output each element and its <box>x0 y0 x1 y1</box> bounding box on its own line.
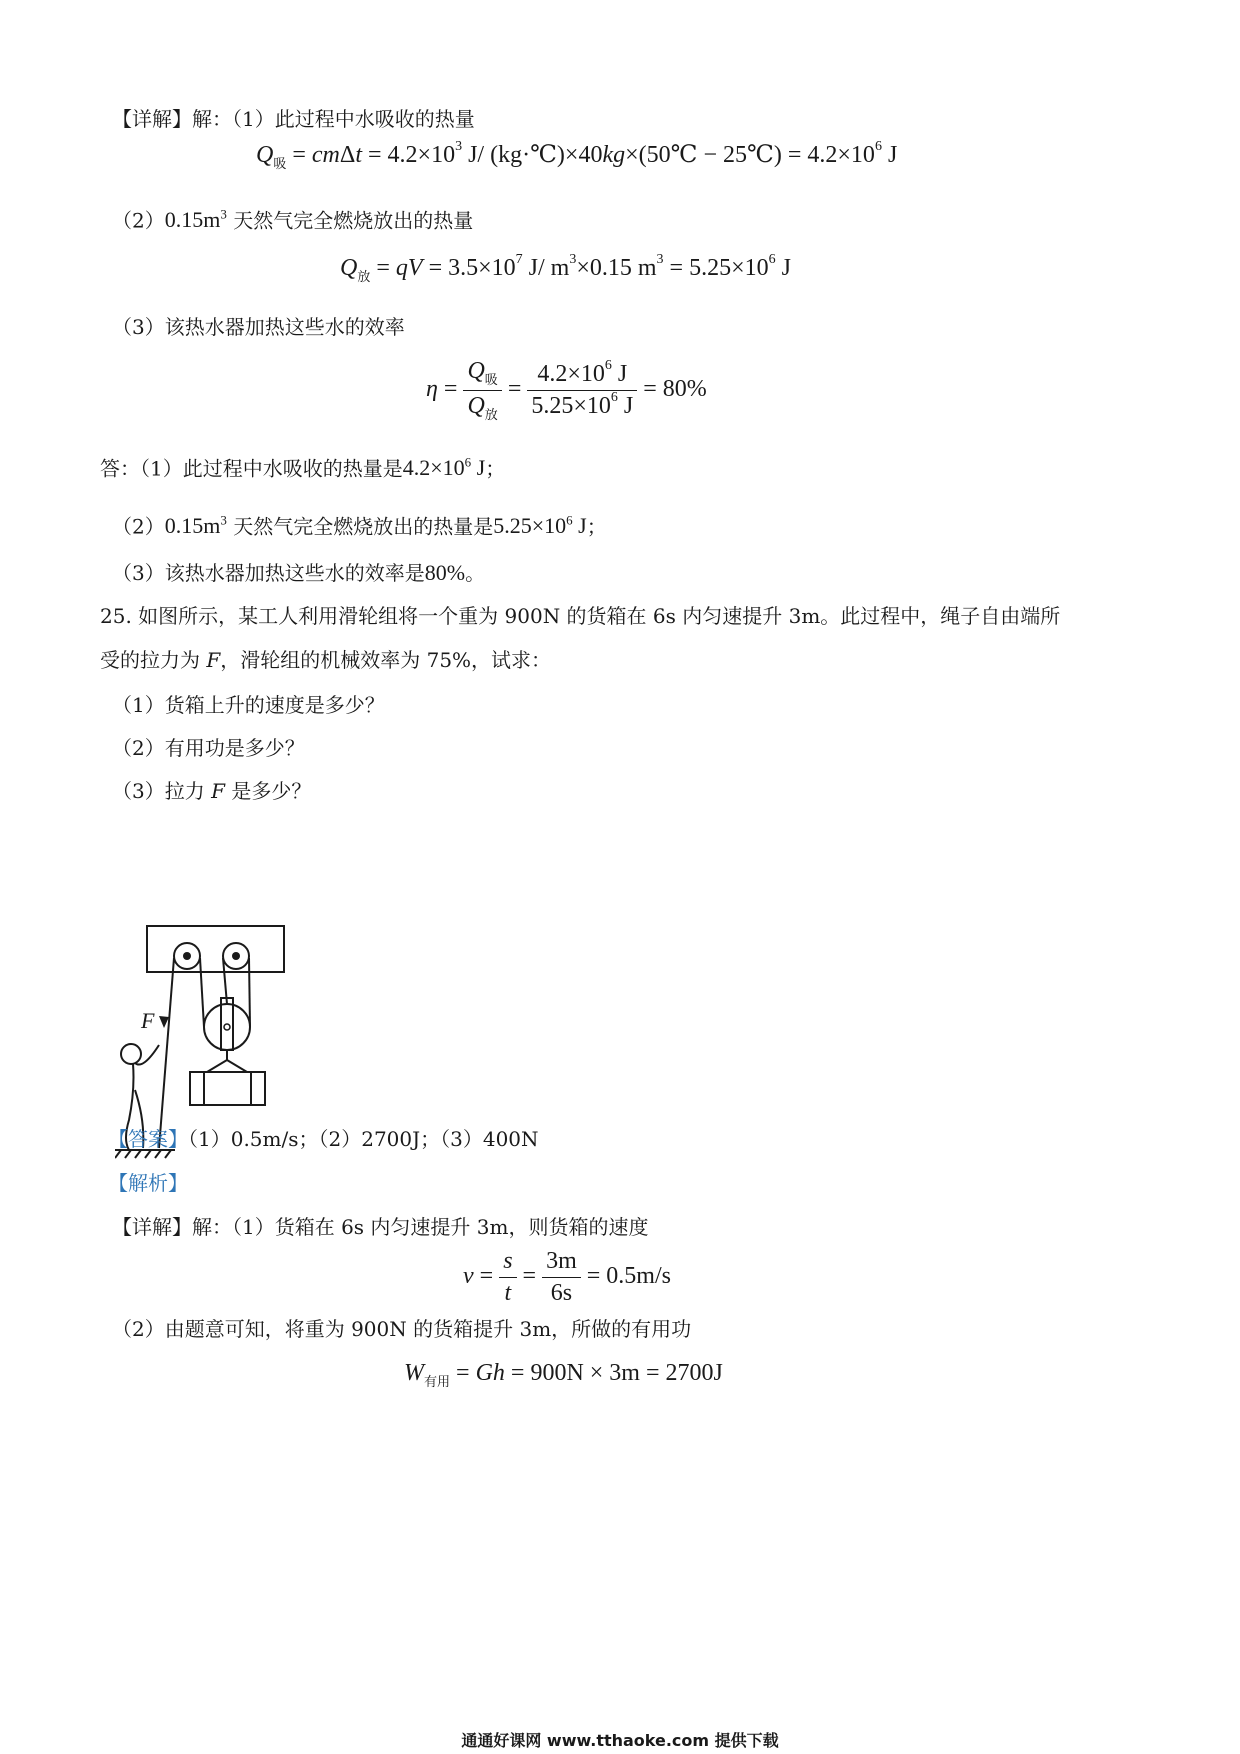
answer-line-2: $(2)0.15m^3$ 天然气完全燃烧放出的热量是$5.25\times 10^6$ J； <box>112 513 607 539</box>
equation-heat-absorbed: $Q_吸 = cm\Delta t = 4.2\times 10^3$ J/ (kg·℃)×40kg×(50℃ − 25℃) = $4.2\times 10^6$ J <box>256 139 898 171</box>
q25-sub2: （2）有用功是多少？ <box>112 736 305 760</box>
q25-detail2: （2）由题意可知，将重为 900N 的货箱提升 3m，所做的有用功 <box>112 1317 692 1341</box>
answer-tag: 【答案】 <box>108 1127 188 1151</box>
force-label: F <box>141 1008 155 1033</box>
q25-sub1: （1）货箱上升的速度是多少？ <box>112 693 385 717</box>
answer-row: 【答案】（1）0.5m/s；（2）2700J；（3）400N <box>108 1127 539 1151</box>
force-arrow <box>159 1016 169 1028</box>
equation-velocity: v = $\frac{s}{t}$ = $\frac{3m}{6s}$ = 0.5m/s <box>463 1248 671 1306</box>
fraction-values: $\frac{4.2\times 10^6 J}{5.25\times 10^6 J}$ <box>527 361 637 420</box>
worker-head <box>121 1044 141 1064</box>
q25-detail1: 【详解】解：（1）货箱在 6s 内匀速提升 3m，则货箱的速度 <box>112 1215 649 1239</box>
answer-line-1: 答：（1）此过程中水吸收的热量是$4.2\times 10^6$ J； <box>100 455 506 481</box>
answer-line-3: （3）该热水器加热这些水的效率是80%。 <box>112 560 486 585</box>
cargo-box <box>190 1072 265 1105</box>
equation-useful-work: $W_{有用} = Gh = 900N \times 3m = 2700J$ <box>404 1360 723 1389</box>
q25-stem-line1: 25. 如图所示，某工人利用滑轮组将一个重为 900N 的货箱在 6s 内匀速提升 3m。此过程中，绳子自由端所 <box>100 604 1061 628</box>
q25-sub3: （3）拉力 F 是多少？ <box>112 779 312 803</box>
ceiling-beam <box>147 926 284 972</box>
q25-stem-line2: 受的拉力为 F，滑轮组的机械效率为 75%，试求： <box>100 648 552 672</box>
equation-efficiency: η = $\frac{Q_吸}{Q_放}$ = $\frac{4.2\times 10^6 J}{5.25\times 10^6 J}$ = 80% <box>426 357 707 422</box>
detail-heading: 【详解】解：（1）此过程中水吸收的热量 <box>112 107 475 131</box>
equation-heat-released: $Q_放$ = qV = $3.5\times 10^7$ J/ $m^3\times 0.15$ $m^3 = 5.25\times 10^6$ J <box>340 252 791 284</box>
analysis-tag: 【解析】 <box>108 1171 188 1195</box>
page-footer: 通通好课网 www.tthaoke.com 提供下载 <box>461 1731 779 1750</box>
step2-heading: $(2)0.15m^3$ 天然气完全燃烧放出的热量 <box>112 207 474 233</box>
step3-heading: （3）该热水器加热这些水的效率 <box>112 315 405 339</box>
fraction-Q-ratio: $\frac{Q_吸}{Q_放}$ <box>463 358 501 423</box>
